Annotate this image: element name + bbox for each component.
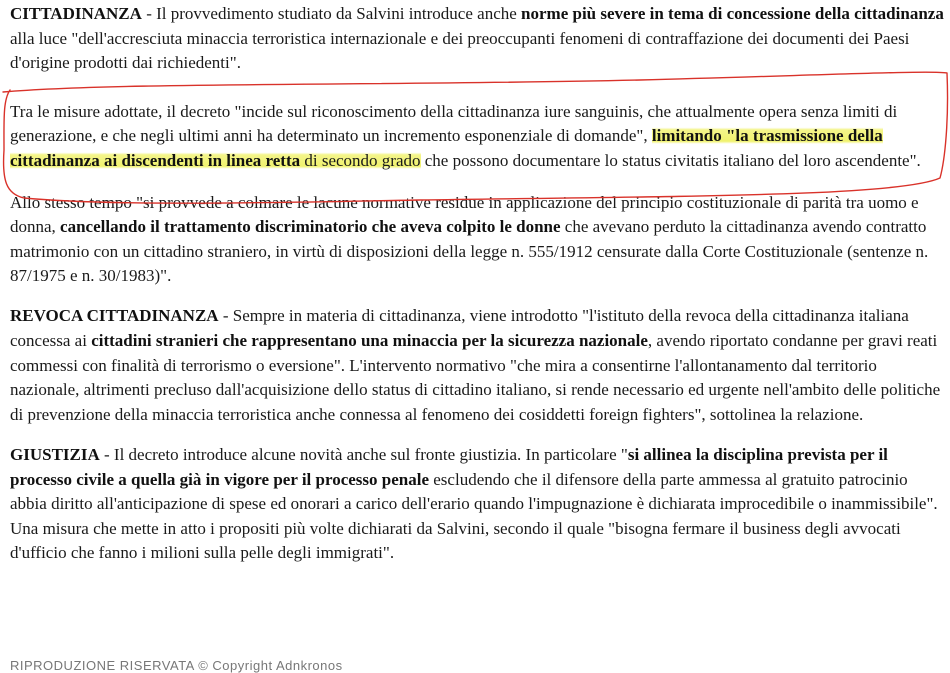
section-heading-cittadinanza: CITTADINANZA: [10, 4, 142, 23]
section-heading-giustizia: GIUSTIZIA: [10, 444, 100, 464]
paragraph-cittadinanza: CITTADINANZA - Il provvedimento studiato da Salvini introduce anche norme più severe in tema di concessione della cittadinanza alla luce "dell'accresciuta minaccia terroristica internazionale e dei preoccupanti fenomeni di contraffazione dei documenti dei Paesi d'origine prodotti dai richiedenti".: [10, 4, 944, 73]
copyright-footer: RIPRODUZIONE RISERVATA © Copyright Adnkronos: [10, 658, 343, 673]
paragraph-revoca: REVOCA CITTADINANZA - Sempre in materia di cittadinanza, viene introdotto "l'istituto della revoca della cittadinanza italiana concessa ai cittadini stranieri che rappresentano una minaccia per la sicurezza nazionale, avendo riportato condanne per gravi reati commessi con finalità di terrorismo o eversione". L'intervento normativo "che mira a consentirne l'allontanamento dal territorio nazionale, altrimenti precluso dall'acquisizione dello status di cittadino italiano, si rende necessario ed urgente nell'ambito delle politiche di prevenzione della minaccia terroristica anche connessa al fenomeno dei cosiddetti foreign fighters", sottolinea la relazione.: [10, 306, 941, 424]
section-heading-revoca: REVOCA CITTADINANZA: [10, 306, 219, 326]
paragraph-parita: Allo stesso tempo "si provvede a colmare le lacune normative residue in applicazione del principio costituzionale di parità tra uomo e donna, cancellando il trattamento discriminatorio che aveva colpito le donne che avevano perduto la cittadinanza avendo contratto matrimonio con un cittadino straniero, in virtù di disposizioni della legge n. 555/1912 censurate dalla Corte Costituzionale (sentenze n. 87/1975 e n. 30/1983)".: [10, 192, 929, 286]
article-body: [10, 2, 945, 581]
highlighted-text: limitando "la trasmissione della cittadinanza ai discendenti in linea retta di secondo grado: [10, 126, 883, 170]
paragraph-giustizia: GIUSTIZIA - Il decreto introduce alcune novità anche sul fronte giustizia. In particolare "si allinea la disciplina prevista per il processo civile a quella già in vigore per il processo penale escludendo che il difensore della parte ammessa al gratuito patrocinio abbia diritto all'anticipazione di spese ed onorari a carico dell'erario quando l'impugnazione è dichiarata improcedibile o inammissibile". Una misura che mette in atto i propositi più volte dichiarati da Salvini, secondo il quale "bisogna fermare il business degli avvocati d'ufficio che fanno i milioni sulla pelle degli immigrati".: [10, 444, 938, 563]
paragraph-iure-sanguinis: Tra le misure adottate, il decreto "incide sul riconoscimento della cittadinanza iure sanguinis, che attualmente opera senza limiti di generazione, e che negli ultimi anni ha determinato un incremento esponenziale di domande", limitando "la trasmissione della cittadinanza ai discendenti in linea retta di secondo grado che possono documentare lo status civitatis italiano del loro ascendente".: [10, 101, 921, 170]
